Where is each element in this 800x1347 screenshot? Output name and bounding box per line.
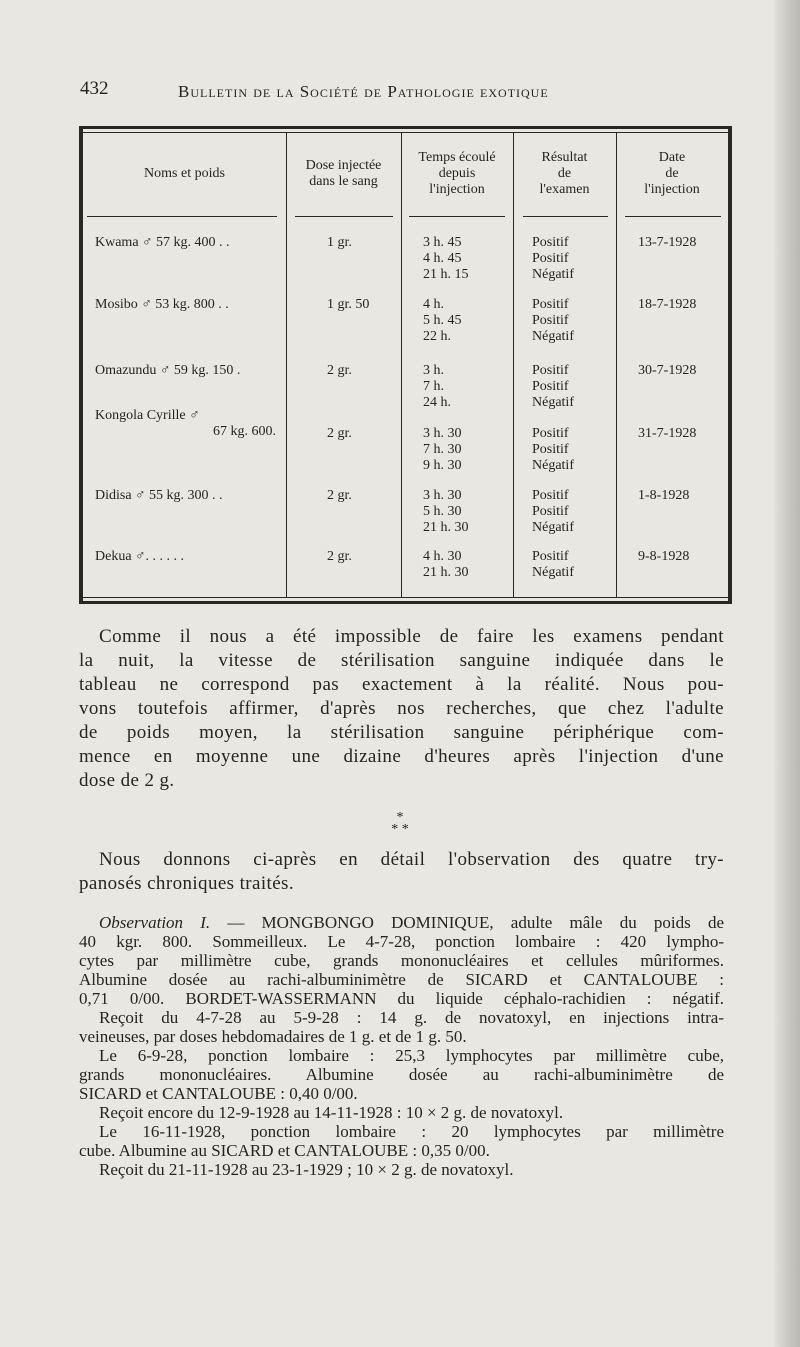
result-line: Négatif — [532, 520, 574, 535]
cell-name — [95, 408, 285, 440]
column-header-line: l'injection — [644, 182, 700, 197]
cell-results — [532, 235, 574, 283]
text-line: grands mononucléaires. Albumine dosée au rachi-albuminimètre de — [79, 1065, 724, 1084]
cell-dose: 2 gr. — [327, 488, 352, 503]
table-bottom-rule — [83, 601, 728, 604]
time-line: 5 h. 30 — [423, 504, 462, 519]
cell-date: 13-7-1928 — [638, 235, 697, 250]
column-header-line: l'injection — [429, 182, 485, 197]
column-header-line: l'examen — [539, 182, 590, 197]
header-underline — [87, 216, 277, 217]
cell-name — [95, 488, 285, 504]
cell-times — [423, 488, 503, 536]
column-header-result — [513, 150, 616, 198]
time-line: 3 h. 30 — [423, 488, 462, 503]
text-line: Albumine dosée au rachi-albuminimètre de SICARD et CANTALOUBE : — [79, 970, 724, 989]
column-header-line: depuis — [438, 166, 476, 181]
result-line: Négatif — [532, 458, 574, 473]
column-header-time — [401, 150, 513, 198]
time-line: 3 h. 45 — [423, 235, 462, 250]
cell-results — [532, 297, 574, 345]
time-line: 22 h. — [423, 329, 451, 344]
text-line: panosés chroniques traités. — [79, 873, 294, 894]
cell-date: 1-8-1928 — [638, 488, 690, 503]
time-line: 4 h. 30 — [423, 549, 462, 564]
cell-times — [423, 549, 503, 581]
header-underline — [409, 216, 505, 217]
text-line: dose de 2 g. — [79, 770, 175, 791]
time-line: 3 h. — [423, 363, 444, 378]
text-line: SICARD et CANTALOUBE : 0,40 0/00. — [79, 1084, 358, 1103]
text-line: cube. Albumine au SICARD et CANTALOUBE : 0,35 0/00. — [79, 1141, 490, 1160]
text-line: Nous donnons ci-après en détail l'observation des quatre try- — [99, 849, 724, 870]
cell-name — [95, 297, 285, 313]
text-fragment: — MONGBONGO DOMINIQUE, adulte mâle du poids de — [210, 913, 724, 932]
section-asterism — [0, 812, 800, 836]
column-header-line: Date — [658, 150, 686, 165]
observation-label: Observation I. — [99, 913, 211, 932]
result-line: Négatif — [532, 395, 574, 410]
time-line: 4 h. 45 — [423, 251, 462, 266]
column-divider — [616, 133, 617, 597]
asterism-line: * * — [391, 822, 409, 837]
result-line: Positif — [532, 251, 569, 266]
time-line: 24 h. — [423, 395, 451, 410]
cell-times — [423, 363, 503, 411]
time-line: 21 h. 15 — [423, 267, 469, 282]
name-line: Kongola Cyrille ♂ — [95, 408, 200, 423]
result-line: Positif — [532, 442, 569, 457]
text-line: Reçoit encore du 12-9-1928 au 14-11-1928 : 10 × 2 g. de novatoxyl. — [99, 1103, 564, 1122]
time-line: 3 h. 30 — [423, 426, 462, 441]
cell-times — [423, 235, 503, 283]
column-header-date — [616, 150, 728, 198]
column-divider — [401, 133, 402, 597]
column-header-dose — [286, 158, 401, 190]
cell-name — [95, 235, 285, 251]
result-line: Négatif — [532, 267, 574, 282]
page-number: 432 — [80, 78, 109, 99]
text-line: veineuses, par doses hebdomadaires de 1 g. et de 1 g. 50. — [79, 1027, 467, 1046]
text-line: Reçoit du 4-7-28 au 5-9-28 : 14 g. de novatoxyl, en injections intra- — [99, 1008, 724, 1027]
column-header-line: de — [557, 166, 572, 181]
name-line: Mosibo ♂ 53 kg. 800 . . — [95, 297, 229, 312]
result-line: Positif — [532, 235, 569, 250]
time-line: 7 h. — [423, 379, 444, 394]
header-underline — [625, 216, 721, 217]
cell-times — [423, 426, 503, 474]
text-line — [79, 913, 724, 932]
cell-dose: 1 gr. — [327, 235, 352, 250]
text-line: 0,71 0/00. BORDET-WASSERMANN du liquide céphalo-rachidien : négatif. — [79, 989, 724, 1008]
result-line: Positif — [532, 426, 569, 441]
cell-dose: 1 gr. 50 — [327, 297, 370, 312]
name-line: Kwama ♂ 57 kg. 400 . . — [95, 235, 230, 250]
cell-name — [95, 363, 285, 379]
name-line: Didisa ♂ 55 kg. 300 . . — [95, 488, 223, 503]
result-line: Positif — [532, 488, 569, 503]
time-line: 4 h. — [423, 297, 444, 312]
asterism-line: * — [396, 810, 404, 825]
cell-dose: 2 gr. — [327, 363, 352, 378]
running-title: Bulletin de la Société de Pathologie exotique — [178, 82, 549, 101]
time-line: 5 h. 45 — [423, 313, 462, 328]
paragraph-sterilization — [79, 625, 724, 793]
text-line: 40 kgr. 800. Sommeilleux. Le 4-7-28, ponction lombaire : 420 lympho- — [79, 932, 724, 951]
cell-date: 30-7-1928 — [638, 363, 697, 378]
column-header-line: de — [665, 166, 679, 181]
text-line: de poids moyen, la stérilisation sanguine périphérique com- — [79, 722, 724, 743]
time-line: 21 h. 30 — [423, 520, 469, 535]
column-header-line: Résultat — [541, 150, 588, 165]
text-line: Le 16-11-1928, ponction lombaire : 20 lymphocytes par millimètre — [99, 1122, 724, 1141]
text-line: mence en moyenne une dizaine d'heures après l'injection d'une — [79, 746, 724, 767]
column-divider — [286, 133, 287, 597]
cell-date: 31-7-1928 — [638, 426, 697, 441]
table-top-rule-thin — [83, 132, 728, 133]
paragraph-intro — [79, 848, 724, 896]
name-line: 67 kg. 600. — [213, 424, 276, 439]
text-line: Le 6-9-28, ponction lombaire : 25,3 lymphocytes par millimètre cube, — [99, 1046, 724, 1065]
time-line: 9 h. 30 — [423, 458, 462, 473]
cell-results — [532, 363, 574, 411]
result-line: Positif — [532, 313, 569, 328]
result-line: Négatif — [532, 565, 574, 580]
name-line: Dekua ♂. . . . . . — [95, 549, 185, 564]
result-line: Positif — [532, 363, 569, 378]
column-header-line: Temps écoulé — [418, 150, 496, 165]
cell-results — [532, 426, 574, 474]
text-line: tableau ne correspond pas exactement à la réalité. Nous pou- — [79, 674, 724, 695]
column-header-names — [83, 166, 286, 182]
result-line: Positif — [532, 297, 569, 312]
time-line: 21 h. 30 — [423, 565, 469, 580]
cell-dose: 2 gr. — [327, 549, 352, 564]
result-line: Positif — [532, 549, 569, 564]
time-line: 7 h. 30 — [423, 442, 462, 457]
header-underline — [523, 216, 608, 217]
table-top-rule — [83, 126, 728, 129]
column-header-line: Dose injectée — [305, 158, 382, 173]
cell-dose: 2 gr. — [327, 426, 352, 441]
header-underline — [295, 216, 393, 217]
column-header-line: dans le sang — [309, 174, 378, 189]
table-bottom-rule-thin — [83, 597, 728, 598]
text-line: Comme il nous a été impossible de faire les examens pendant — [99, 626, 724, 647]
text-line: la nuit, la vitesse de stérilisation sanguine indiquée dans le — [79, 650, 724, 671]
cell-results — [532, 549, 574, 581]
page-edge-shadow — [774, 0, 800, 1347]
cell-date: 18-7-1928 — [638, 297, 697, 312]
cell-name — [95, 549, 285, 565]
text-line: cytes par millimètre cube, grands mononucléaires et cellules mûriformes. — [79, 951, 724, 970]
name-line: Omazundu ♂ 59 kg. 150 . — [95, 363, 241, 378]
result-line: Négatif — [532, 329, 574, 344]
result-line: Positif — [532, 504, 569, 519]
cell-results — [532, 488, 574, 536]
column-divider — [513, 133, 514, 597]
observation-block — [79, 913, 724, 1179]
cell-date: 9-8-1928 — [638, 549, 690, 564]
text-line: Reçoit du 21-11-1928 au 23-1-1929 ; 10 × 2 g. de novatoxyl. — [99, 1160, 514, 1179]
cell-times — [423, 297, 503, 345]
result-line: Positif — [532, 379, 569, 394]
results-table — [79, 126, 732, 604]
text-line: vons toutefois affirmer, d'après nos recherches, que chez l'adulte — [79, 698, 724, 719]
column-header-line: Noms et poids — [144, 166, 225, 181]
